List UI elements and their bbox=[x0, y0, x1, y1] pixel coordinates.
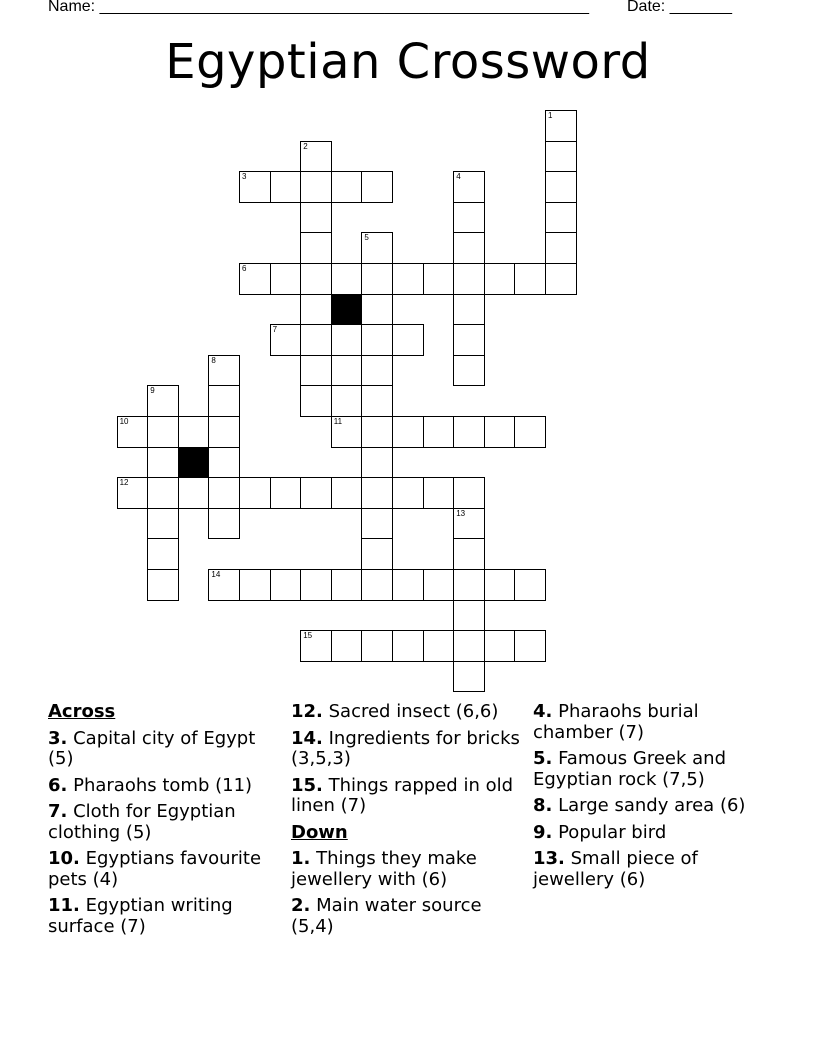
grid-cell[interactable] bbox=[331, 263, 363, 295]
grid-cell[interactable] bbox=[453, 324, 485, 356]
grid-cell[interactable] bbox=[453, 630, 485, 662]
cell-number: 1 bbox=[548, 111, 553, 120]
cell-number: 4 bbox=[456, 172, 461, 182]
grid-cell[interactable] bbox=[453, 600, 485, 632]
clue-down-13: 13. Small piece of jewellery (6) bbox=[533, 848, 698, 890]
cell-number: 10 bbox=[119, 417, 129, 426]
grid-cell[interactable] bbox=[208, 385, 240, 417]
clue-across-10: 10. Egyptians favourite pets (4) bbox=[48, 848, 262, 890]
name-field: Name: _______________________________________________________ bbox=[48, 0, 589, 15]
cell-number: 14 bbox=[211, 570, 221, 579]
cell-number: 6 bbox=[242, 264, 247, 273]
grid-cell[interactable] bbox=[545, 202, 577, 234]
grid-cell[interactable] bbox=[331, 630, 363, 662]
grid-cell[interactable] bbox=[484, 263, 516, 295]
grid-cell[interactable] bbox=[300, 630, 332, 662]
grid-cell[interactable] bbox=[208, 508, 240, 540]
grid-cell[interactable] bbox=[300, 263, 332, 295]
cell-number: 3 bbox=[242, 172, 247, 182]
grid-cell[interactable] bbox=[331, 324, 363, 356]
clue-across-6: 6. Pharaohs tomb (11) bbox=[48, 774, 253, 796]
grid-cell[interactable] bbox=[392, 630, 424, 662]
clue-down-1: 1. Things they make jewellery with (6) bbox=[291, 848, 477, 890]
grid-cell[interactable] bbox=[514, 630, 546, 662]
grid-cell[interactable] bbox=[300, 171, 332, 203]
grid-cell[interactable] bbox=[361, 569, 393, 601]
clue-down-5: 5. Famous Greek and Egyptian rock (7,5) bbox=[533, 748, 726, 790]
clue-across-7: 7. Cloth for Egyptian clothing (5) bbox=[48, 801, 236, 843]
clue-down-2: 2. Main water source (5,4) bbox=[291, 895, 482, 937]
clue-column-1 bbox=[48, 702, 280, 943]
cell-number: 5 bbox=[364, 233, 369, 243]
grid-cell[interactable] bbox=[392, 477, 424, 509]
grid-cell[interactable] bbox=[545, 263, 577, 295]
grid-cell[interactable] bbox=[453, 477, 485, 509]
cell-number: 8 bbox=[211, 355, 216, 365]
grid-cell[interactable] bbox=[361, 630, 393, 662]
grid-cell[interactable] bbox=[117, 477, 149, 509]
grid-cell[interactable] bbox=[453, 538, 485, 570]
grid-cell[interactable] bbox=[147, 477, 179, 509]
grid-cell[interactable] bbox=[147, 416, 179, 448]
grid-cell[interactable] bbox=[484, 416, 516, 448]
grid-cell[interactable] bbox=[545, 232, 577, 264]
grid-cell[interactable] bbox=[300, 232, 332, 264]
grid-cell[interactable] bbox=[361, 416, 393, 448]
grid-cell[interactable] bbox=[178, 477, 210, 509]
grid-cell[interactable] bbox=[147, 447, 179, 479]
grid-cell[interactable] bbox=[270, 569, 302, 601]
grid-cell[interactable] bbox=[361, 324, 393, 356]
grid-cell[interactable] bbox=[392, 324, 424, 356]
grid-cell[interactable] bbox=[545, 110, 577, 142]
grid-cell[interactable] bbox=[392, 263, 424, 295]
grid-cell[interactable] bbox=[270, 324, 302, 356]
grid-cell[interactable] bbox=[270, 171, 302, 203]
grid-cell[interactable] bbox=[117, 416, 149, 448]
clue-column-3 bbox=[533, 702, 765, 896]
grid-cell[interactable] bbox=[361, 447, 393, 479]
grid-cell[interactable] bbox=[147, 538, 179, 570]
grid-cell[interactable] bbox=[453, 232, 485, 264]
grid-cell[interactable] bbox=[514, 569, 546, 601]
grid-cell[interactable] bbox=[300, 294, 332, 326]
grid-cell[interactable] bbox=[300, 202, 332, 234]
cell-number: 15 bbox=[303, 631, 313, 641]
grid-cell[interactable] bbox=[208, 416, 240, 448]
clue-down-4: 4. Pharaohs burial chamber (7) bbox=[533, 701, 699, 743]
grid-cell[interactable] bbox=[453, 569, 485, 601]
grid-cell[interactable] bbox=[300, 141, 332, 173]
grid-cell[interactable] bbox=[239, 263, 271, 295]
grid-cell[interactable] bbox=[208, 569, 240, 601]
grid-cell[interactable] bbox=[514, 416, 546, 448]
clue-across-14: 14. Ingredients for bricks (3,5,3) bbox=[291, 727, 520, 769]
grid-cell[interactable] bbox=[484, 630, 516, 662]
grid-cell[interactable] bbox=[300, 385, 332, 417]
grid-cell[interactable] bbox=[423, 477, 455, 509]
grid-cell[interactable] bbox=[484, 569, 516, 601]
grid-cell[interactable] bbox=[239, 569, 271, 601]
clue-across-11: 11. Egyptian writing surface (7) bbox=[48, 895, 233, 937]
grid-cell[interactable] bbox=[300, 355, 332, 387]
grid-cell[interactable] bbox=[453, 171, 485, 203]
grid-cell[interactable] bbox=[270, 477, 302, 509]
grid-cell[interactable] bbox=[300, 477, 332, 509]
grid-cell[interactable] bbox=[361, 263, 393, 295]
grid-cell[interactable] bbox=[147, 508, 179, 540]
blocked-cell bbox=[178, 447, 210, 479]
grid-cell[interactable] bbox=[208, 447, 240, 479]
grid-cell[interactable] bbox=[331, 355, 363, 387]
grid-cell[interactable] bbox=[453, 355, 485, 387]
across-heading: Across bbox=[48, 701, 116, 722]
cell-number: 13 bbox=[456, 508, 466, 518]
cell-number: 11 bbox=[333, 417, 343, 426]
clue-down-8: 8. Large sandy area (6) bbox=[533, 795, 746, 816]
grid-cell[interactable] bbox=[423, 630, 455, 662]
clue-across-15: 15. Things rapped in old linen (7) bbox=[291, 774, 514, 816]
grid-cell[interactable] bbox=[178, 416, 210, 448]
grid-cell[interactable] bbox=[423, 263, 455, 295]
grid-cell[interactable] bbox=[331, 385, 363, 417]
grid-cell[interactable] bbox=[453, 416, 485, 448]
grid-cell[interactable] bbox=[361, 294, 393, 326]
grid-cell[interactable] bbox=[331, 569, 363, 601]
grid-cell[interactable] bbox=[453, 263, 485, 295]
date-field: Date: _______ bbox=[627, 0, 732, 15]
grid-cell[interactable] bbox=[392, 569, 424, 601]
grid-cell[interactable] bbox=[208, 477, 240, 509]
clue-down-9: 9. Popular bird bbox=[533, 821, 667, 843]
grid-cell[interactable] bbox=[331, 416, 363, 448]
grid-cell[interactable] bbox=[453, 661, 485, 693]
blocked-cell bbox=[331, 294, 363, 326]
clue-column-2 bbox=[291, 702, 523, 943]
page-title: Egyptian Crossword bbox=[165, 34, 651, 90]
grid-cell[interactable] bbox=[147, 385, 179, 417]
cell-number: 7 bbox=[272, 325, 278, 335]
cell-number: 12 bbox=[119, 478, 129, 488]
clue-across-3: 3. Capital city of Egypt (5) bbox=[48, 727, 256, 769]
grid-cell[interactable] bbox=[453, 202, 485, 234]
grid-cell[interactable] bbox=[423, 569, 455, 601]
cell-number: 2 bbox=[303, 141, 308, 151]
grid-cell[interactable] bbox=[361, 171, 393, 203]
clue-across-12: 12. Sacred insect (6,6) bbox=[291, 701, 499, 722]
grid-cell[interactable] bbox=[270, 263, 302, 295]
grid-cell[interactable] bbox=[545, 171, 577, 203]
grid-cell[interactable] bbox=[208, 355, 240, 387]
grid-cell[interactable] bbox=[300, 569, 332, 601]
grid-cell[interactable] bbox=[361, 355, 393, 387]
grid-cell[interactable] bbox=[300, 324, 332, 356]
grid-cell[interactable] bbox=[239, 477, 271, 509]
grid-cell[interactable] bbox=[361, 232, 393, 264]
grid-cell[interactable] bbox=[361, 477, 393, 509]
grid-cell[interactable] bbox=[331, 477, 363, 509]
grid-cell[interactable] bbox=[453, 294, 485, 326]
grid-cell[interactable] bbox=[331, 171, 363, 203]
grid-cell[interactable] bbox=[423, 416, 455, 448]
cell-number: 9 bbox=[150, 386, 155, 396]
grid-cell[interactable] bbox=[361, 385, 393, 417]
grid-cell[interactable] bbox=[453, 508, 485, 540]
down-heading: Down bbox=[291, 821, 348, 843]
grid-cell[interactable] bbox=[545, 141, 577, 173]
grid-cell[interactable] bbox=[147, 569, 179, 601]
grid-cell[interactable] bbox=[361, 538, 393, 570]
grid-cell[interactable] bbox=[361, 508, 393, 540]
grid-cell[interactable] bbox=[392, 416, 424, 448]
grid-cell[interactable] bbox=[239, 171, 271, 203]
grid-cell[interactable] bbox=[514, 263, 546, 295]
